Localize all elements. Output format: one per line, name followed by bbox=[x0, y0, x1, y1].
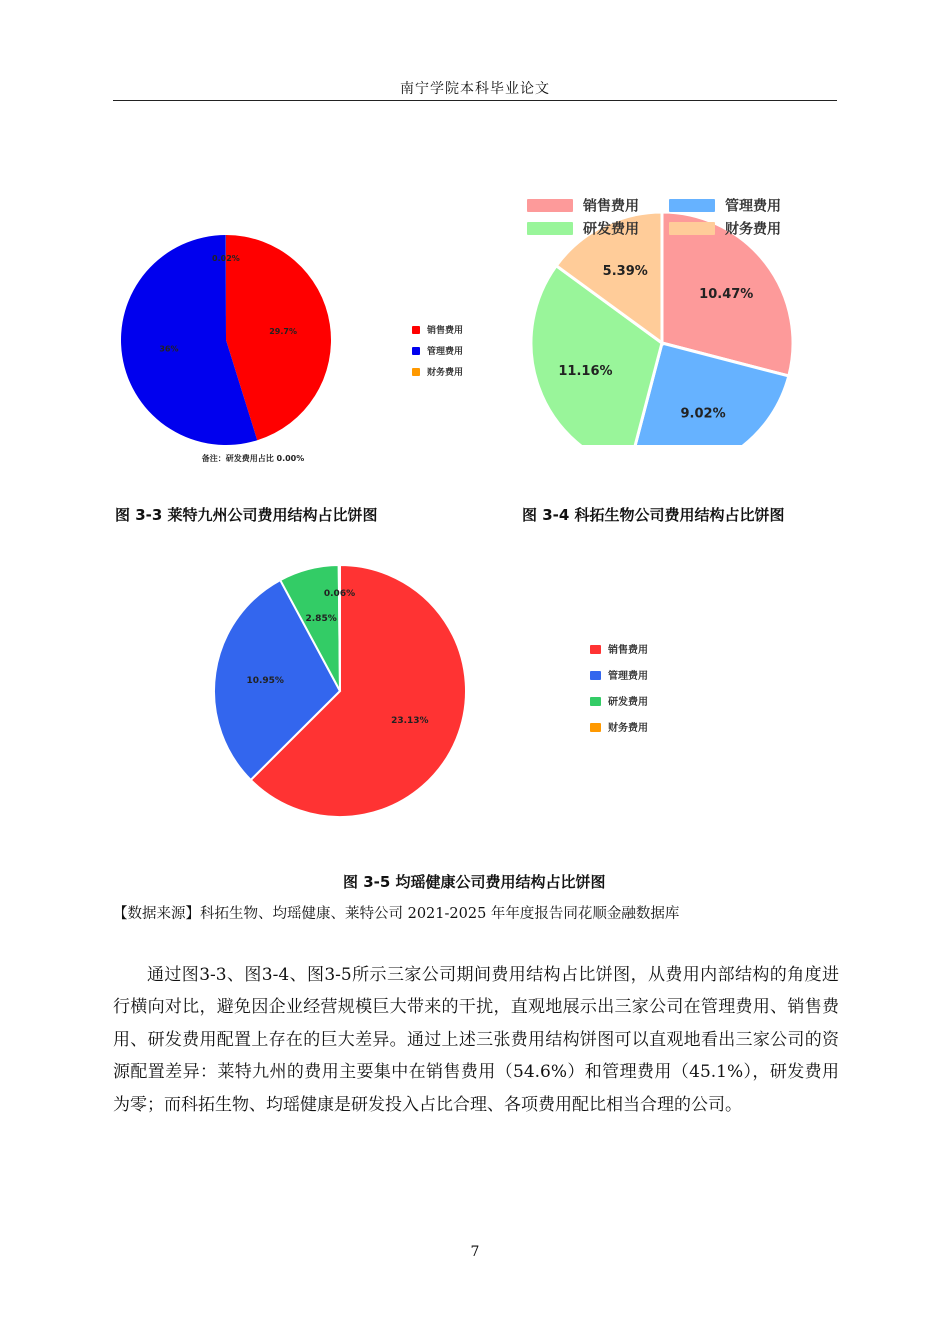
legend-label: 管理费用 bbox=[427, 347, 464, 358]
legend-swatch bbox=[669, 222, 715, 235]
legend-swatch bbox=[527, 199, 573, 212]
legend-label: 财务费用 bbox=[608, 723, 648, 735]
body-paragraph-text: 通过图3-3、图3-4、图3-5所示三家公司期间费用结构占比饼图，从费用内部结构的角度进行横向对比，避免因企业经营规模巨大带来的干扰，直观地展示出三家公司在管理费用、销售费用、研发费用配置上存在的巨大差异。通过上述三张费用结构饼图可以直观地看出三家公司的资源配置差异：莱特九州的费用主要集中在销售费用（54.6%）和管理费用（45.1%），研发费用为零；而科拓生物、均瑶健康是研发投入占比合理、各项费用配比相当合理的公司。 bbox=[113, 965, 839, 1115]
page-header: 南宁学院本科毕业论文 bbox=[400, 81, 550, 97]
slice-label-rd: 2.85% bbox=[305, 613, 337, 624]
legend-swatch bbox=[590, 645, 601, 654]
header-rule bbox=[113, 100, 837, 101]
pie-chart-laite bbox=[100, 228, 500, 478]
slice-label-admin: 36% bbox=[159, 344, 179, 354]
legend-swatch bbox=[590, 723, 601, 732]
slice-label-admin: 9.02% bbox=[680, 406, 726, 422]
legend-label: 研发费用 bbox=[583, 221, 639, 238]
legend-label: 管理费用 bbox=[725, 198, 781, 215]
legend-item-sales bbox=[412, 324, 463, 336]
legend-swatch bbox=[669, 199, 715, 212]
slice-label-admin: 10.95% bbox=[246, 676, 284, 687]
legend-item-admin bbox=[669, 198, 781, 215]
legend-label: 销售费用 bbox=[583, 198, 639, 215]
legend-item-admin bbox=[590, 669, 648, 682]
slice-label-sales: 10.47% bbox=[699, 286, 754, 302]
legend-swatch bbox=[412, 326, 420, 334]
page-number: 7 bbox=[470, 1244, 480, 1260]
chart-legend bbox=[412, 324, 463, 378]
slice-label-sales: 29.7% bbox=[269, 327, 297, 337]
legend-item-finance bbox=[669, 221, 781, 238]
legend-item-sales bbox=[590, 643, 648, 656]
data-source-note: 【数据来源】科拓生物、均瑶健康、莱特公司 2021-2025 年年度报告同花顺金融数据库 bbox=[113, 906, 680, 922]
legend-label: 管理费用 bbox=[608, 671, 648, 683]
legend-swatch bbox=[527, 222, 573, 235]
figure-caption-3-4: 图 3-4 科拓生物公司费用结构占比饼图 bbox=[522, 506, 785, 524]
legend-item-admin bbox=[412, 345, 463, 357]
body-paragraph bbox=[113, 959, 839, 1121]
legend-item-finance bbox=[590, 721, 648, 734]
slice-label-finance: 0.02% bbox=[212, 253, 240, 263]
legend-swatch bbox=[412, 347, 420, 355]
chart-note: 备注：研发费用占比 0.00% bbox=[201, 454, 305, 463]
legend-label: 销售费用 bbox=[427, 326, 464, 337]
pie-chart-ketuo bbox=[515, 190, 815, 445]
legend-label: 销售费用 bbox=[608, 645, 648, 657]
pie-chart-junyao bbox=[200, 555, 680, 825]
legend-label: 财务费用 bbox=[427, 368, 464, 379]
legend-item-rd bbox=[590, 695, 648, 708]
pie-slices bbox=[214, 565, 466, 817]
figure-caption-3-3: 图 3-3 莱特九州公司费用结构占比饼图 bbox=[115, 506, 378, 524]
slice-label-sales: 23.13% bbox=[391, 716, 429, 727]
legend-item-finance bbox=[412, 366, 463, 378]
slice-label-rd: 11.16% bbox=[558, 363, 613, 379]
slice-label-finance: 0.06% bbox=[323, 588, 356, 599]
figure-caption-3-5: 图 3-5 均瑶健康公司费用结构占比饼图 bbox=[343, 873, 606, 891]
legend-swatch bbox=[590, 697, 601, 706]
pie-slices bbox=[121, 235, 331, 445]
legend-swatch bbox=[412, 368, 420, 376]
legend-label: 财务费用 bbox=[725, 221, 781, 238]
pie-slice-finance bbox=[339, 565, 340, 691]
legend-item-sales bbox=[527, 198, 639, 215]
slice-label-finance: 5.39% bbox=[602, 264, 648, 280]
legend-item-rd bbox=[527, 221, 639, 238]
legend-label: 研发费用 bbox=[608, 697, 648, 709]
pie-slices bbox=[531, 212, 793, 445]
chart-legend bbox=[590, 643, 648, 734]
legend-swatch bbox=[590, 671, 601, 680]
